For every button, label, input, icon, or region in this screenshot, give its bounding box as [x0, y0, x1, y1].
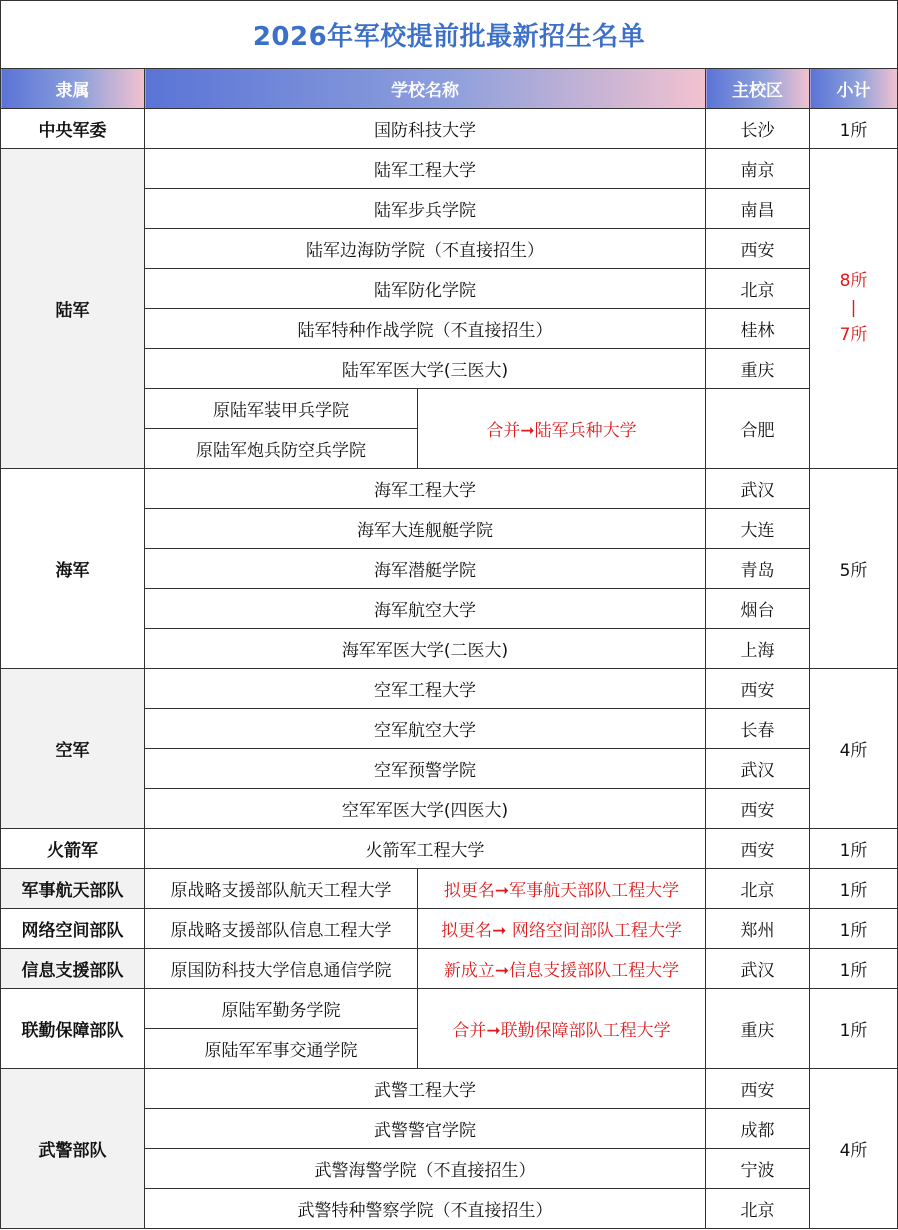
campus-cell: 宁波: [706, 1149, 810, 1189]
merge-note-cell: 合并➞联勤保障部队工程大学: [418, 989, 706, 1069]
school-cell: 空军航空大学: [145, 709, 706, 749]
subtotal-cell: 1所: [810, 909, 898, 949]
school-cell: 空军预警学院: [145, 749, 706, 789]
school-cell: 海军潜艇学院: [145, 549, 706, 589]
subtotal-separator: |: [850, 298, 857, 318]
header-campus: 主校区: [706, 69, 810, 109]
campus-cell: 武汉: [706, 949, 810, 989]
campus-cell: 长沙: [706, 109, 810, 149]
new-note-cell: 新成立➞信息支援部队工程大学: [418, 949, 706, 989]
campus-cell: 南京: [706, 149, 810, 189]
former-school-cell: 原战略支援部队信息工程大学: [145, 909, 418, 949]
school-cell: 火箭军工程大学: [145, 829, 706, 869]
campus-cell: 郑州: [706, 909, 810, 949]
branch-cell: 军事航天部队: [1, 869, 145, 909]
campus-cell: 烟台: [706, 589, 810, 629]
school-cell: 国防科技大学: [145, 109, 706, 149]
campus-cell: 北京: [706, 1189, 810, 1229]
branch-cell: 信息支援部队: [1, 949, 145, 989]
campus-cell: 西安: [706, 669, 810, 709]
subtotal-cell: 4所: [810, 1069, 898, 1229]
branch-cell: 空军: [1, 669, 145, 829]
former-school-cell: 原陆军军事交通学院: [145, 1029, 418, 1069]
subtotal-cell: 1所: [810, 949, 898, 989]
table-row: [1, 469, 898, 509]
school-cell: 陆军军医大学(三医大): [145, 349, 706, 389]
branch-cell: 武警部队: [1, 1069, 145, 1229]
campus-cell: 重庆: [706, 989, 810, 1069]
campus-cell: 西安: [706, 789, 810, 829]
campus-cell: 大连: [706, 509, 810, 549]
former-school-cell: 原陆军炮兵防空兵学院: [145, 429, 418, 469]
subtotal-cell: 1所: [810, 829, 898, 869]
campus-cell: 桂林: [706, 309, 810, 349]
campus-cell: 成都: [706, 1109, 810, 1149]
campus-cell: 重庆: [706, 349, 810, 389]
former-school-cell: 原国防科技大学信息通信学院: [145, 949, 418, 989]
campus-cell: 武汉: [706, 749, 810, 789]
campus-cell: 武汉: [706, 469, 810, 509]
table-row: [1, 989, 898, 1029]
branch-cell: 网络空间部队: [1, 909, 145, 949]
school-cell: 海军航空大学: [145, 589, 706, 629]
school-cell: 武警警官学院: [145, 1109, 706, 1149]
campus-cell: 西安: [706, 1069, 810, 1109]
table-row: [1, 669, 898, 709]
table-row: [1, 109, 898, 149]
table-row: [1, 829, 898, 869]
table-row: [1, 1069, 898, 1109]
campus-cell: 南昌: [706, 189, 810, 229]
page-title: 2026年军校提前批最新招生名单: [1, 1, 898, 69]
campus-cell: 青岛: [706, 549, 810, 589]
subtotal-cell: 1所: [810, 109, 898, 149]
header-subtotal: 小计: [810, 69, 898, 109]
branch-cell: 联勤保障部队: [1, 989, 145, 1069]
campus-cell: 西安: [706, 229, 810, 269]
campus-cell: 西安: [706, 829, 810, 869]
rename-note-cell: 拟更名➞军事航天部队工程大学: [418, 869, 706, 909]
subtotal-cell: 1所: [810, 869, 898, 909]
table-row: [1, 149, 898, 189]
school-cell: 武警工程大学: [145, 1069, 706, 1109]
subtotal-cell: 5所: [810, 469, 898, 669]
rename-note-cell: 拟更名➞ 网络空间部队工程大学: [418, 909, 706, 949]
table-row: [1, 949, 898, 989]
branch-cell: 火箭军: [1, 829, 145, 869]
school-cell: 陆军特种作战学院（不直接招生）: [145, 309, 706, 349]
school-cell: 海军大连舰艇学院: [145, 509, 706, 549]
campus-cell: 合肥: [706, 389, 810, 469]
subtotal-bottom: 7所: [839, 325, 868, 345]
merge-note-cell: 合并➞陆军兵种大学: [418, 389, 706, 469]
branch-cell: 中央军委: [1, 109, 145, 149]
branch-cell: 海军: [1, 469, 145, 669]
campus-cell: 北京: [706, 869, 810, 909]
school-cell: 陆军防化学院: [145, 269, 706, 309]
subtotal-cell: [810, 149, 898, 469]
school-cell: 武警特种警察学院（不直接招生）: [145, 1189, 706, 1229]
former-school-cell: 原陆军装甲兵学院: [145, 389, 418, 429]
subtotal-cell: 4所: [810, 669, 898, 829]
former-school-cell: 原战略支援部队航天工程大学: [145, 869, 418, 909]
school-cell: 武警海警学院（不直接招生）: [145, 1149, 706, 1189]
school-cell: 海军工程大学: [145, 469, 706, 509]
school-cell: 空军工程大学: [145, 669, 706, 709]
former-school-cell: 原陆军勤务学院: [145, 989, 418, 1029]
branch-cell: 陆军: [1, 149, 145, 469]
school-cell: 陆军工程大学: [145, 149, 706, 189]
header-school: 学校名称: [145, 69, 706, 109]
table-row: [1, 909, 898, 949]
subtotal-cell: 1所: [810, 989, 898, 1069]
campus-cell: 上海: [706, 629, 810, 669]
campus-cell: 北京: [706, 269, 810, 309]
school-cell: 空军军医大学(四医大): [145, 789, 706, 829]
header-branch: 隶属: [1, 69, 145, 109]
school-cell: 海军军医大学(二医大): [145, 629, 706, 669]
campus-cell: 长春: [706, 709, 810, 749]
school-cell: 陆军步兵学院: [145, 189, 706, 229]
table-row: [1, 869, 898, 909]
subtotal-top: 8所: [839, 271, 868, 291]
school-cell: 陆军边海防学院（不直接招生）: [145, 229, 706, 269]
